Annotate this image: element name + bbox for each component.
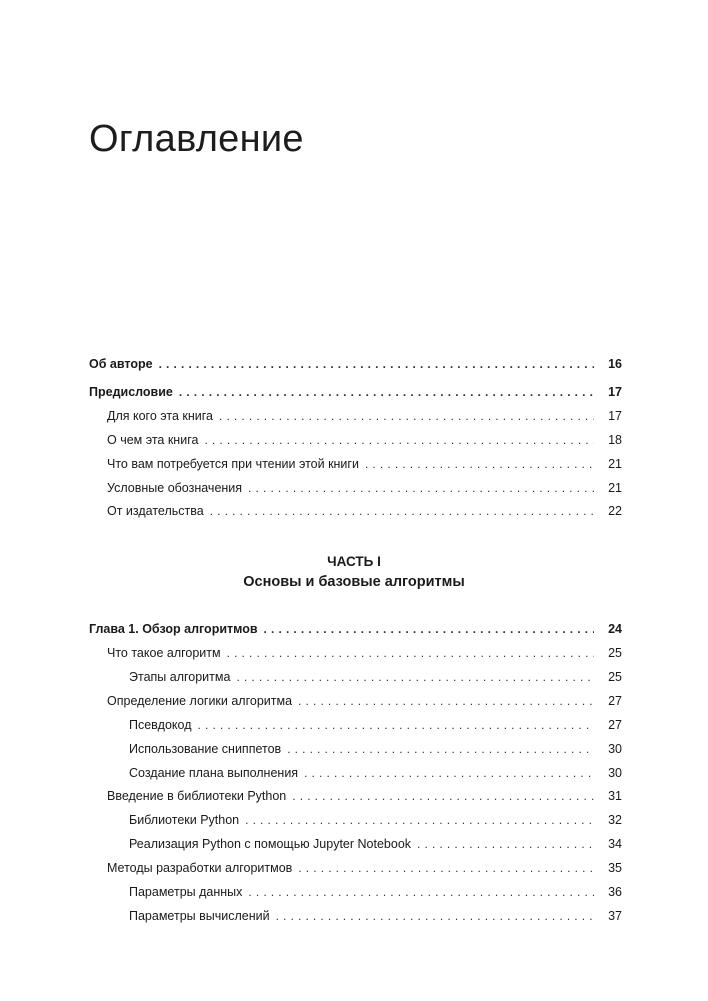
- dot-leader: [210, 503, 594, 519]
- dot-leader: [219, 408, 594, 424]
- toc-entry[interactable]: [0, 474, 708, 496]
- toc-entry-page: 37: [608, 909, 622, 923]
- toc-entry[interactable]: [0, 735, 708, 757]
- toc-entry[interactable]: [0, 878, 708, 900]
- toc-entry-label: Этапы алгоритма: [129, 670, 231, 684]
- toc-entry-page: 34: [608, 837, 622, 851]
- toc-entry[interactable]: [0, 426, 708, 448]
- toc-entry-page: 17: [608, 409, 622, 423]
- toc-entry-label: Условные обозначения: [107, 481, 243, 495]
- toc-entry[interactable]: [0, 687, 708, 709]
- toc-entry-page: 27: [608, 694, 622, 708]
- dot-leader: [245, 812, 594, 828]
- dot-leader: [179, 384, 594, 400]
- dot-leader: [204, 432, 594, 448]
- toc-entry-page: 35: [608, 861, 622, 875]
- toc-entry-label: Библиотеки Python: [129, 813, 240, 827]
- toc-entry-page: 25: [608, 670, 622, 684]
- toc-entry[interactable]: [0, 378, 708, 400]
- toc-entry-label: Создание плана выполнения: [129, 766, 299, 780]
- toc-entry-label: Предисловие: [89, 385, 173, 399]
- dot-leader: [417, 836, 594, 852]
- toc-entry-label: Использование сниппетов: [129, 742, 282, 756]
- dot-leader: [227, 645, 594, 661]
- dot-leader: [276, 908, 594, 924]
- toc-entry-label: Методы разработки алгоритмов: [107, 861, 293, 875]
- toc-entry-page: 18: [608, 433, 622, 447]
- toc-entry-label: Определение логики алгоритма: [107, 694, 293, 708]
- toc-entry[interactable]: [0, 854, 708, 876]
- toc-entry-label: От издательства: [107, 504, 204, 518]
- toc-entry-page: 17: [608, 385, 622, 399]
- dot-leader: [264, 621, 594, 637]
- toc-entry-page: 21: [608, 481, 622, 495]
- dot-leader: [304, 765, 594, 781]
- dot-leader: [298, 860, 594, 876]
- toc-entry[interactable]: [0, 639, 708, 661]
- toc-entry[interactable]: [0, 450, 708, 472]
- page-title: Оглавление: [89, 118, 304, 160]
- toc-entry-page: 16: [608, 357, 622, 371]
- toc-entry-label: Псевдокод: [129, 718, 192, 732]
- toc-entry-label: О чем эта книга: [107, 433, 199, 447]
- toc-entry-label: Введение в библиотеки Python: [107, 789, 287, 803]
- toc-entry[interactable]: [0, 759, 708, 781]
- toc-entry-label: Глава 1. Обзор алгоритмов: [89, 622, 258, 636]
- dot-leader: [236, 669, 594, 685]
- dot-leader: [159, 356, 594, 372]
- dot-leader: [365, 456, 594, 472]
- dot-leader: [292, 788, 594, 804]
- dot-leader: [198, 717, 594, 733]
- part-number: ЧАСТЬ I: [327, 554, 381, 569]
- toc-entry-page: 24: [608, 622, 622, 636]
- toc-entry-page: 21: [608, 457, 622, 471]
- toc-entry[interactable]: [0, 830, 708, 852]
- toc-entry[interactable]: [0, 350, 708, 372]
- toc-entry-label: Что вам потребуется при чтении этой книги: [107, 457, 359, 471]
- toc-entry-page: 27: [608, 718, 622, 732]
- toc-entry-page: 32: [608, 813, 622, 827]
- dot-leader: [248, 480, 594, 496]
- toc-entry-page: 31: [608, 789, 622, 803]
- part-title: Основы и базовые алгоритмы: [243, 574, 465, 590]
- toc-entry-label: Реализация Python с помощью Jupyter Notebook: [129, 837, 412, 851]
- toc-entry-label: Что такое алгоритм: [107, 646, 221, 660]
- toc-entry[interactable]: [0, 402, 708, 424]
- toc-entry-page: 25: [608, 646, 622, 660]
- dot-leader: [248, 884, 594, 900]
- toc-entry-label: Параметры данных: [129, 885, 243, 899]
- toc-entry-label: Для кого эта книга: [107, 409, 213, 423]
- toc-entry-page: 22: [608, 504, 622, 518]
- toc-entry[interactable]: [0, 806, 708, 828]
- toc-entry-label: Об авторе: [89, 357, 153, 371]
- dot-leader: [287, 741, 594, 757]
- toc-entry[interactable]: [0, 663, 708, 685]
- toc-entry[interactable]: [0, 615, 708, 637]
- toc-entry[interactable]: [0, 902, 708, 924]
- toc-entry-label: Параметры вычислений: [129, 909, 270, 923]
- dot-leader: [298, 693, 594, 709]
- toc-entry[interactable]: [0, 711, 708, 733]
- toc-entry[interactable]: [0, 782, 708, 804]
- toc-entry-page: 36: [608, 885, 622, 899]
- toc-entry[interactable]: [0, 497, 708, 519]
- toc-entry-page: 30: [608, 742, 622, 756]
- toc-entry-page: 30: [608, 766, 622, 780]
